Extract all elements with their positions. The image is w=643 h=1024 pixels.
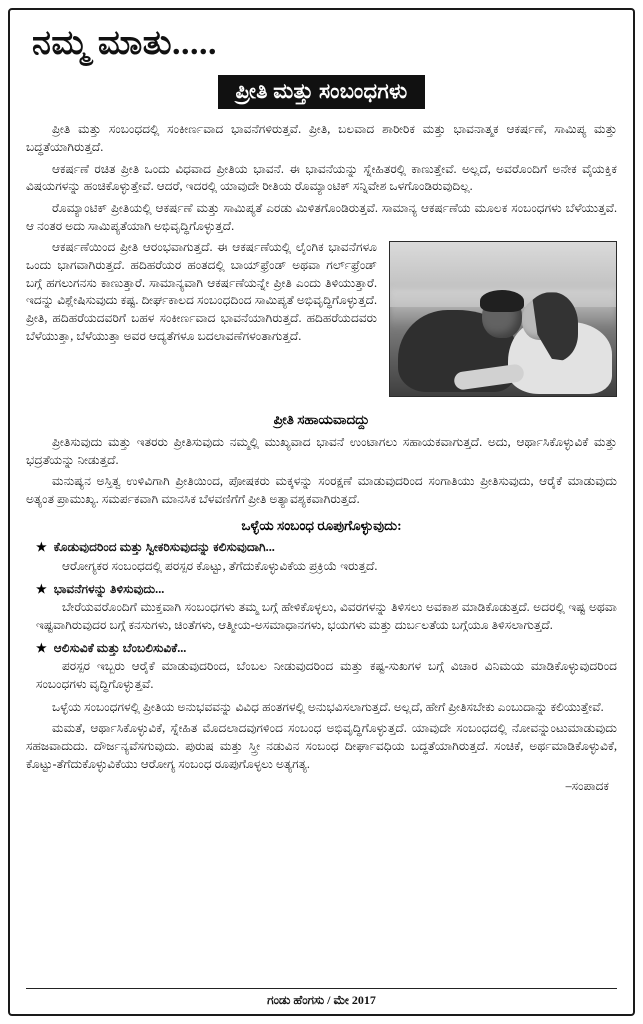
bullet-label: ಕೊಡುವುದರಿಂದ ಮತ್ತು ಸ್ವೀಕರಿಸುವುದನ್ನು ಕಲಿಸುವುದಾಗಿ... [53, 540, 275, 555]
paragraph: ಆಕರ್ಷಣೆಯಿಂದ ಪ್ರೀತಿ ಆರಂಭವಾಗುತ್ತದೆ. ಈ ಆಕರ್ಷಣೆಯಲ್ಲಿ ಲೈಂಗಿಕ ಭಾವನೆಗಳೂ ಒಂದು ಭಾಗವಾಗಿರುತ್ತದೆ. ಹದಿಹರೆಯರ ಹಂತದಲ್ಲಿ ಬಾಯ್‌ಫ್ರೆಂಡ್ ಅಥವಾ ಗರ್ಲ್‌ಫ್ರೆಂಡ್ ಬಗ್ಗೆ ಹಗಲುಗನಸು ಕಾಣುತ್ತಾರೆ. ಸಾಮಾನ್ಯವಾಗಿ ಆಕರ್ಷಣೆಯನ್ನೇ ಪ್ರೀತಿ ಎಂದು ತಿಳಿಯುತ್ತಾರೆ. ಇದನ್ನು ವಿಶ್ಲೇಷಿಸುವುದು ಕಷ್ಟ. ದೀರ್ಘಕಾಲದ ಸಂಬಂಧದಿಂದ ಸಾಮಿಪ್ಯತೆ ಅಭಿವೃದ್ಧಿಗೊಳ್ಳುತ್ತದೆ. ಪ್ರೀತಿ, ಹದಿಹರೆಯದವರಿಗೆ ಬಹಳ ಸಂಕೀರ್ಣವಾದ ಭಾವನೆಯಾಗಿರುತ್ತದೆ. ಹದಿಹರೆಯದವರು ಬೆಳೆಯುತ್ತಾ, ಬೆಳೆಯುತ್ತಾ ಅವರ ಆದ್ಯತೆಗಳೂ ಬದಲಾವಣೆಗಳಂತಾಗುತ್ತದೆ. [26, 240, 377, 343]
list-item [26, 539, 617, 575]
paragraph: ಪ್ರೀತಿ ಮತ್ತು ಸಂಬಂಧದಲ್ಲಿ ಸಂಕೀರ್ಣವಾದ ಭಾವನೆಗಳಿರುತ್ತವೆ. ಪ್ರೀತಿ, ಬಲವಾದ ಶಾರೀರಿಕ ಮತ್ತು ಭಾವನಾತ್ಮಕ ಆಕರ್ಷಣೆ, ಸಾಮಿಪ್ಯ ಮತ್ತು ಬದ್ಧತೆಯಾಗಿರುತ್ತದೆ. [26, 122, 617, 154]
bullet-body: ಆರೋಗ್ಯಕರ ಸಂಬಂಧದಲ್ಲಿ ಪರಸ್ಪರ ಕೊಟ್ಟು, ತೆಗೆದುಕೊಳ್ಳುವಿಕೆಯ ಪ್ರಕ್ರಿಯೆ ಇರುತ್ತದೆ. [62, 558, 378, 573]
paragraph: ಆಕರ್ಷಣೆ ರಚಿತ ಪ್ರೀತಿ ಒಂದು ವಿಧವಾದ ಪ್ರೀತಿಯ ಭಾವನೆ. ಈ ಭಾವನೆಯನ್ನು ಸ್ನೇಹಿತರಲ್ಲಿ ಕಾಣುತ್ತೇವೆ. ಅಲ್ಲದೆ, ಅವರೊಂದಿಗೆ ಅನೇಕ ವೈಯಕ್ತಿಕ ವಿಷಯಗಳನ್ನು ಹಂಚಿಕೊಳ್ಳುತ್ತೇವೆ. ಆದರೆ, ಇದರಲ್ಲಿ ಯಾವುದೇ ರೀತಿಯ ರೊಮ್ಯಾಂಟಿಕ್ ಸನ್ನಿವೇಶ ಒಳಗೊಂಡಿರುವುದಿಲ್ಲ. [26, 161, 617, 194]
couple-photo [389, 241, 617, 397]
section-heading-two: ಒಳ್ಳೆಯ ಸಂಬಂಧ ರೂಪುಗೊಳ್ಳುವುದು: [241, 517, 402, 533]
star-icon: ★ [36, 640, 47, 655]
signature: –ಸಂಪಾದಕ [565, 778, 609, 793]
masthead-title: ನಮ್ಮ ಮಾತು..... [32, 25, 218, 62]
paragraph: ರೊಮ್ಯಾಂಟಿಕ್ ಪ್ರೀತಿಯಲ್ಲಿ ಆಕರ್ಷಣೆ ಮತ್ತು ಸಾಮಿಪ್ಯತೆ ಎರಡು ಮಿಳಿತಗೊಂಡಿರುತ್ತವೆ. ಸಾಮಾನ್ಯ ಆಕರ್ಷಣೆಯ ಮೂಲಕ ಸಂಬಂಧಗಳು ಬೆಳೆಯುತ್ತವೆ. ಆ ನಂತರ ಅದು ಸಾಮಿಪ್ಯತೆಯಾಗಿ ಅಭಿವೃದ್ಧಿಗೊಳ್ಳುತ್ತದೆ. [26, 201, 617, 233]
list-item [26, 581, 617, 635]
bullet-body: ಪರಸ್ಪರ ಇಬ್ಬರು ಆರೈಕೆ ಮಾಡುವುದರಿಂದ, ಬೆಂಬಲ ನೀಡುವುದರಿಂದ ಮತ್ತು ಕಷ್ಟ-ಸುಖಗಳ ಬಗ್ಗೆ ವಿಚಾರ ವಿನಿಮಯ ಮಾಡಿಕೊಳ್ಳುವುದರಿಂದ ಸಂಬಂಧಗಳು ವೃದ್ಧಿಗೊಳ್ಳುತ್ತವೆ. [36, 659, 617, 692]
list-item [26, 640, 617, 694]
paragraph: ಮನುಷ್ಯನ ಅಸ್ತಿತ್ವ ಉಳಿವಿಗಾಗಿ ಪ್ರೀತಿಯಿಂದ, ಪೋಷಕರು ಮಕ್ಕಳನ್ನು ಸಂರಕ್ಷಣೆ ಮಾಡುವುದರಿಂದ ಸಂಗಾತಿಯು ಪ್ರೀತಿಸುವುದು, ಆರೈಕೆ ಮಾಡುವುದು ಅತ್ಯಂತ ಪ್ರಾಮುಖ್ಯ. ಸಮರ್ಪಕವಾಗಿ ಮಾನಸಿಕ ಬೆಳವಣಿಗೆಗೆ ಪ್ರೀತಿ ಅತ್ಯಾವಶ್ಯಕವಾಗಿರುತ್ತದೆ. [26, 474, 617, 507]
bullet-heading [26, 539, 617, 557]
paragraph: ಒಳ್ಳೆಯ ಸಂಬಂಧಗಳಲ್ಲಿ ಪ್ರೀತಿಯ ಅನುಭವವನ್ನು ವಿವಿಧ ಹಂತಗಳಲ್ಲಿ ಅನುಭವಿಸಲಾಗುತ್ತದೆ. ಅಲ್ಲದೆ, ಹೇಗೆ ಪ್ರೀತಿಸಬೇಕು ಎಂಬುದಾನ್ನು ಕಲಿಯುತ್ತೇವೆ. [52, 699, 604, 714]
paragraph: ಪ್ರೀತಿಸುವುದು ಮತ್ತು ಇತರರು ಪ್ರೀತಿಸುವುದು ನಮ್ಮಲ್ಲಿ ಮುಖ್ಯವಾದ ಭಾವನೆ ಉಂಟಾಗಲು ಸಹಾಯಕವಾಗುತ್ತದೆ. ಅದು, ಆರ್ಥಾಸಿಕೊಳ್ಳುವಿಕೆ ಮತ್ತು ಭದ್ರತೆಯನ್ನು ನೀಡುತ್ತದೆ. [26, 434, 617, 467]
paragraph: ಮಮತೆ, ಆರ್ಥಾಸಿಕೊಳ್ಳುವಿಕೆ, ಸ್ನೇಹಿತ ಮೊದಲಾದವುಗಳಿಂದ ಸಂಬಂಧ ಅಭಿವೃದ್ಧಿಗೊಳ್ಳುತ್ತದೆ. ಯಾವುದೇ ಸಂಬಂಧದಲ್ಲಿ ನೋವನ್ನುಂಟುಮಾಡುವುದು ಸಹಜವಾದುದು. ದೌರ್ಜನ್ಯವೆಸಗುವುದು. ಪುರುಷ ಮತ್ತು ಸ್ತ್ರೀ ನಡುವಿನ ಸಂಬಂಧ ದೀರ್ಘಾವಧಿಯ ಬದ್ಧತೆಯಾಗಿರುತ್ತದೆ. ಸಂಚಿಕೆ, ಅರ್ಥಮಾಡಿಕೊಳ್ಳುವಿಕೆ, ಕೊಟ್ಟು-ತೆಗೆದುಕೊಳ್ಳುವಿಕೆಯು ಆರೋಗ್ಯ ಸಂಬಂಧ ರೂಪುಗೊಳ್ಳಲು ಅತ್ಯಗತ್ಯ. [26, 721, 617, 771]
bullet-heading [26, 640, 617, 658]
star-icon: ★ [36, 540, 47, 555]
article-title-bar [26, 75, 617, 109]
photo-man-hair [480, 290, 524, 312]
page-footer: ಗಂಡು ಹೆಂಗಸು / ಮೇ 2017 [26, 988, 617, 1008]
bullet-label: ಆಲಿಸುವಿಕೆ ಮತ್ತು ಬೆಂಬಲಿಸುವಿಕೆ... [53, 640, 187, 655]
article-title: ಪ್ರೀತಿ ಮತ್ತು ಸಂಬಂಧಗಳು [218, 75, 426, 109]
article-frame [8, 8, 635, 1016]
star-icon: ★ [36, 581, 47, 596]
bullet-heading [26, 581, 617, 599]
bullet-list [26, 539, 617, 694]
bullet-body: ಬೇರೆಯವರೊಂದಿಗೆ ಮುಕ್ತವಾಗಿ ಸಂಬಂಧಗಳು ತಮ್ಮ ಬಗ್ಗೆ ಹೇಳಿಕೊಳ್ಳಲು, ವಿವರಗಳನ್ನು ತಿಳಿಸಲು ಅವಕಾಶ ಮಾಡಿಕೊಡುತ್ತದೆ. ಅದರಲ್ಲಿ ಇಷ್ಟ ಅಥವಾ ಇಷ್ಟವಾಗಿರುವುದರ ಬಗ್ಗೆ ಕನಸುಗಳು, ಚಿಂತೆಗಳು, ಆತ್ಮೀಯ-ಅಸಮಾಧಾನಗಳು, ಭಯಗಳು ಮತ್ತು ದುರ್ಬಲತೆಯ ಬಗ್ಗೆಯೂ ತಿಳಿಸಲಾಗುತ್ತದೆ. [36, 600, 617, 633]
article-body [26, 121, 617, 988]
bullet-label: ಭಾವನೆಗಳನ್ನು ತಿಳಿಸುವುದು... [53, 581, 165, 596]
section-heading-one: ಪ್ರೀತಿ ಸಹಾಯವಾದದ್ದು [273, 412, 370, 428]
